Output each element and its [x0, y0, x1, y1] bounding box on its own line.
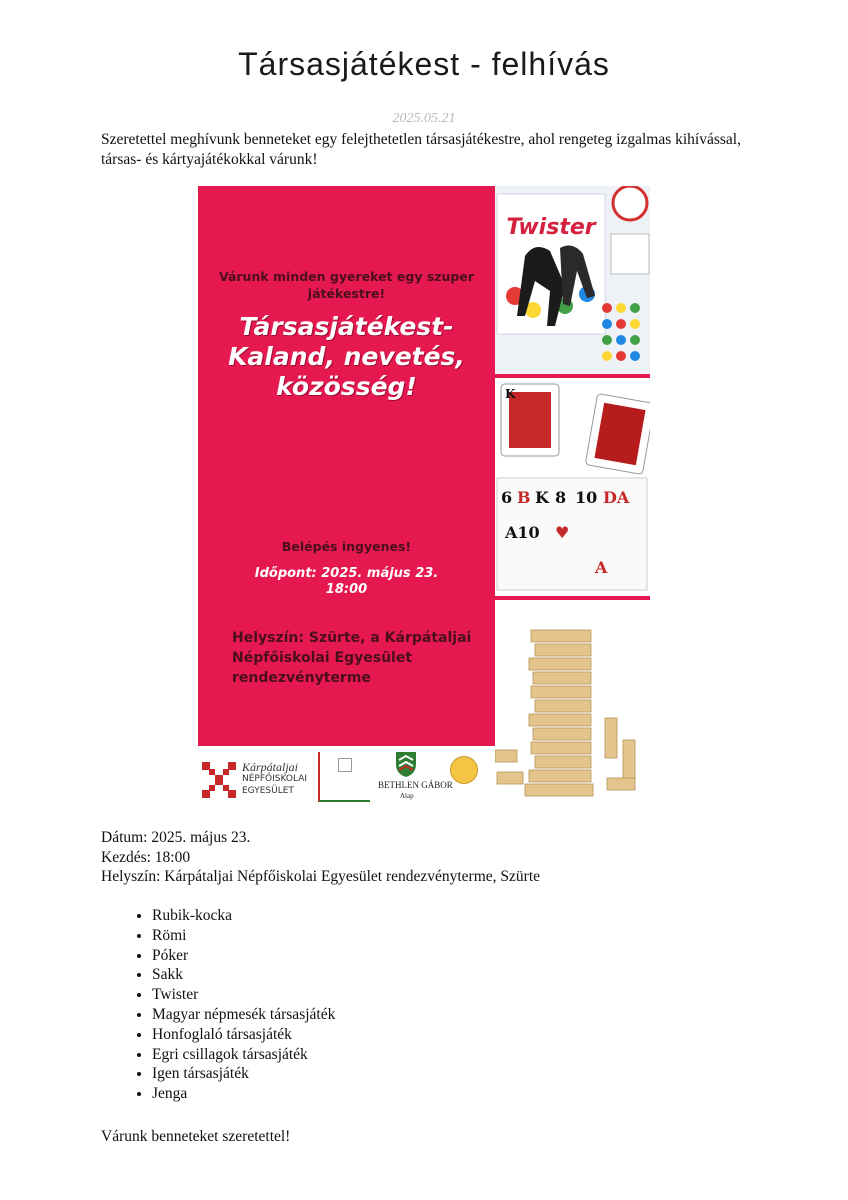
- svg-text:8: 8: [555, 488, 567, 507]
- poster-time-2: 18:00: [325, 582, 368, 597]
- list-item: • Póker: [152, 946, 335, 966]
- closing-text: Várunk benneteket szeretettel!: [101, 1128, 291, 1145]
- list-item: • Twister: [152, 985, 335, 1005]
- svg-text:K: K: [535, 488, 549, 507]
- ministry-logo: [318, 752, 370, 802]
- svg-text:K: K: [505, 387, 516, 401]
- svg-text:B: B: [517, 488, 531, 507]
- org-logo-line-3: EGYESÜLET: [242, 786, 294, 796]
- intro-paragraph: Szeretettel meghívunk benneteket egy felejthetetlen társasjátékestre, ahol rengeteg izgalmas kihívással, társas- és kártyajátékokkal várunk!: [101, 131, 741, 168]
- poster-headline-2: Kaland, nevetés,: [228, 342, 465, 371]
- svg-text:6: 6: [501, 488, 513, 507]
- svg-text:A10: A10: [505, 523, 540, 542]
- detail-date: Dátum: 2025. május 23.: [101, 829, 251, 846]
- event-details: [101, 828, 540, 887]
- detail-start: Kezdés: 18:00: [101, 848, 191, 866]
- list-item: • Rubik-kocka: [152, 906, 335, 926]
- coat-of-arms-icon: [338, 758, 352, 772]
- bethlen-logo-sub: Alap: [400, 792, 414, 800]
- event-poster: [198, 186, 650, 807]
- poster-red-panel: [198, 186, 495, 746]
- twister-photo: [495, 186, 650, 374]
- svg-text:A: A: [595, 558, 608, 577]
- org-logo-line-1: Kárpátaljai: [242, 760, 299, 774]
- post-date: 2025.05.21: [392, 111, 456, 126]
- poster-invite-text: Várunk minden gyereket egy szuper játékestre!: [218, 269, 475, 301]
- games-list: [101, 906, 335, 1104]
- bethlen-logo-text: BETHLEN GÁBOR: [378, 780, 453, 790]
- poster-headline-3: közösség!: [276, 372, 417, 401]
- detail-place: Helyszín: Kárpátaljai Népfőiskolai Egyesület rendezvényterme, Szürte: [101, 868, 541, 885]
- list-item: • Magyar népmesék társasjáték: [152, 1005, 335, 1025]
- page-title: Társasjátékest - felhívás: [238, 46, 610, 82]
- playing-cards-photo: [495, 378, 650, 596]
- svg-text:DA: DA: [603, 488, 630, 507]
- bethlen-shield-icon: [394, 750, 418, 778]
- list-item: • Honfoglaló társasjáték: [152, 1025, 335, 1045]
- list-item: • Sakk: [152, 965, 335, 985]
- twister-logo-text: Twister: [506, 215, 596, 240]
- poster-free-entry: Belépés ingyenes!: [281, 539, 412, 554]
- list-item: • Egri csillagok társasjáték: [152, 1045, 335, 1065]
- list-item: • Igen társasjáték: [152, 1064, 335, 1084]
- svg-text:♥: ♥: [555, 523, 570, 542]
- list-item: • Römi: [152, 926, 335, 946]
- poster-time-1: Időpont: 2025. május 23.: [254, 566, 439, 581]
- org-logo-line-2: NÉPFŐISKOLAI: [242, 774, 307, 784]
- heritage-council-logo: [450, 756, 478, 784]
- poster-headline-1: Társasjátékest-: [239, 312, 454, 341]
- folk-pattern-icon: [200, 760, 238, 800]
- list-item: • Jenga: [152, 1084, 335, 1104]
- svg-text:10: 10: [575, 488, 598, 507]
- poster-place: Helyszín: Szürte, a Kárpátaljai Népfőiskolai Egyesület rendezvényterme: [232, 630, 472, 686]
- jenga-photo: [495, 600, 650, 807]
- sponsor-logos: [198, 746, 495, 807]
